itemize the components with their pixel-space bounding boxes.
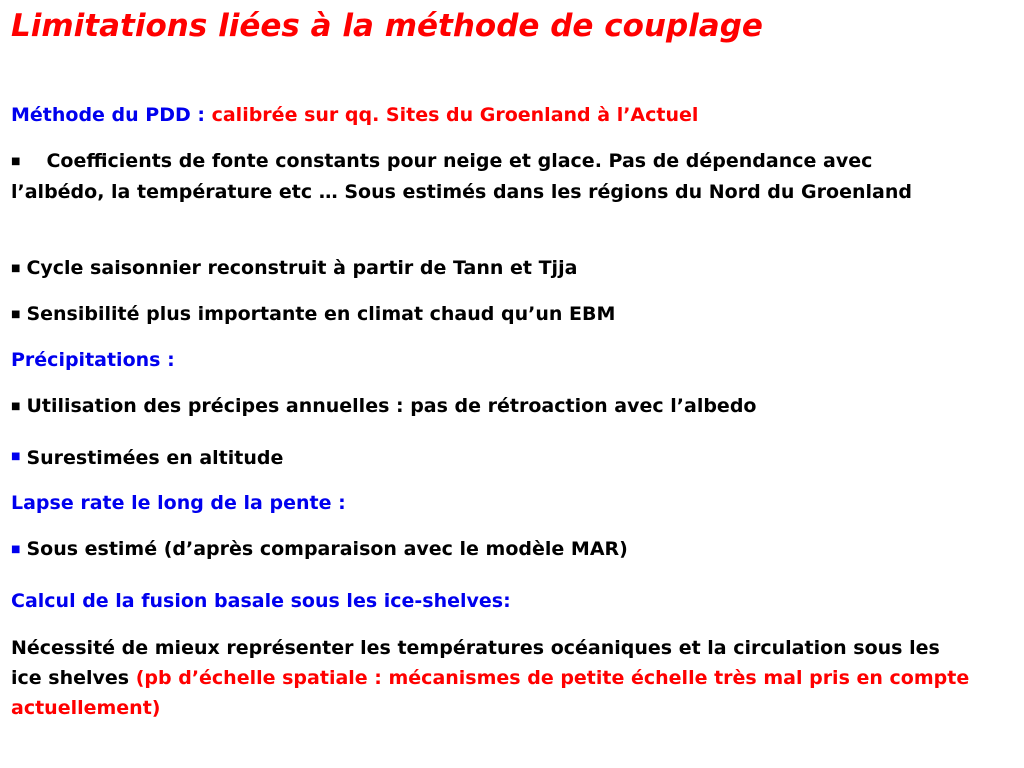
bullet-square-icon: ■ — [11, 309, 21, 320]
precip-bullet-2-text: Surestimées en altitude — [26, 447, 284, 469]
lapse-heading: Lapse rate le long de la pente : — [11, 492, 346, 514]
bullet-square-icon: ■ — [11, 544, 21, 555]
pdd-bullet-2-text: Cycle saisonnier reconstruit à partir de Tann et Tjja — [26, 257, 578, 279]
pdd-bullet-2 — [11, 254, 577, 283]
basal-paragraph — [11, 633, 971, 723]
basal-heading: Calcul de la fusion basale sous les ice-shelves: — [11, 590, 511, 612]
pdd-heading: Méthode du PDD : — [11, 104, 205, 126]
pdd-bullet-3-text: Sensibilité plus importante en climat chaud qu’un EBM — [26, 303, 616, 325]
bullet-square-icon: ■ — [11, 401, 21, 412]
bullet-square-icon: ■ — [11, 263, 21, 274]
precip-bullet-2 — [11, 442, 283, 473]
basal-note: (pb d’échelle spatiale : mécanismes de petite échelle très mal pris en compte actuellement) — [11, 667, 970, 719]
precip-bullet-1-text: Utilisation des précipes annuelles : pas de rétroaction avec l’albedo — [26, 395, 757, 417]
pdd-note: calibrée sur qq. Sites du Groenland à l’Actuel — [204, 104, 699, 126]
precip-bullet-1 — [11, 392, 756, 421]
bullet-square-icon: ■ — [11, 451, 21, 462]
lapse-bullet-1 — [11, 535, 628, 564]
lapse-bullet-1-text: Sous estimé (d’après comparaison avec le modèle MAR) — [26, 538, 628, 560]
bullet-square-icon: ■ — [11, 156, 21, 167]
basal-text: Nécessité de mieux représenter les températures océaniques et la circulation sous les ice shelves — [11, 637, 940, 689]
slide-title: Limitations liées à la méthode de couplage — [11, 8, 763, 44]
pdd-heading-line — [11, 101, 698, 130]
pdd-bullet-1 — [11, 146, 971, 207]
precip-heading: Précipitations : — [11, 349, 175, 371]
pdd-bullet-1-text: Coefficients de fonte constants pour neige et glace. Pas de dépendance avec l’albédo, la température etc … Sous estimés dans les régions du Nord du Groenland — [11, 150, 912, 203]
pdd-bullet-3 — [11, 300, 615, 329]
